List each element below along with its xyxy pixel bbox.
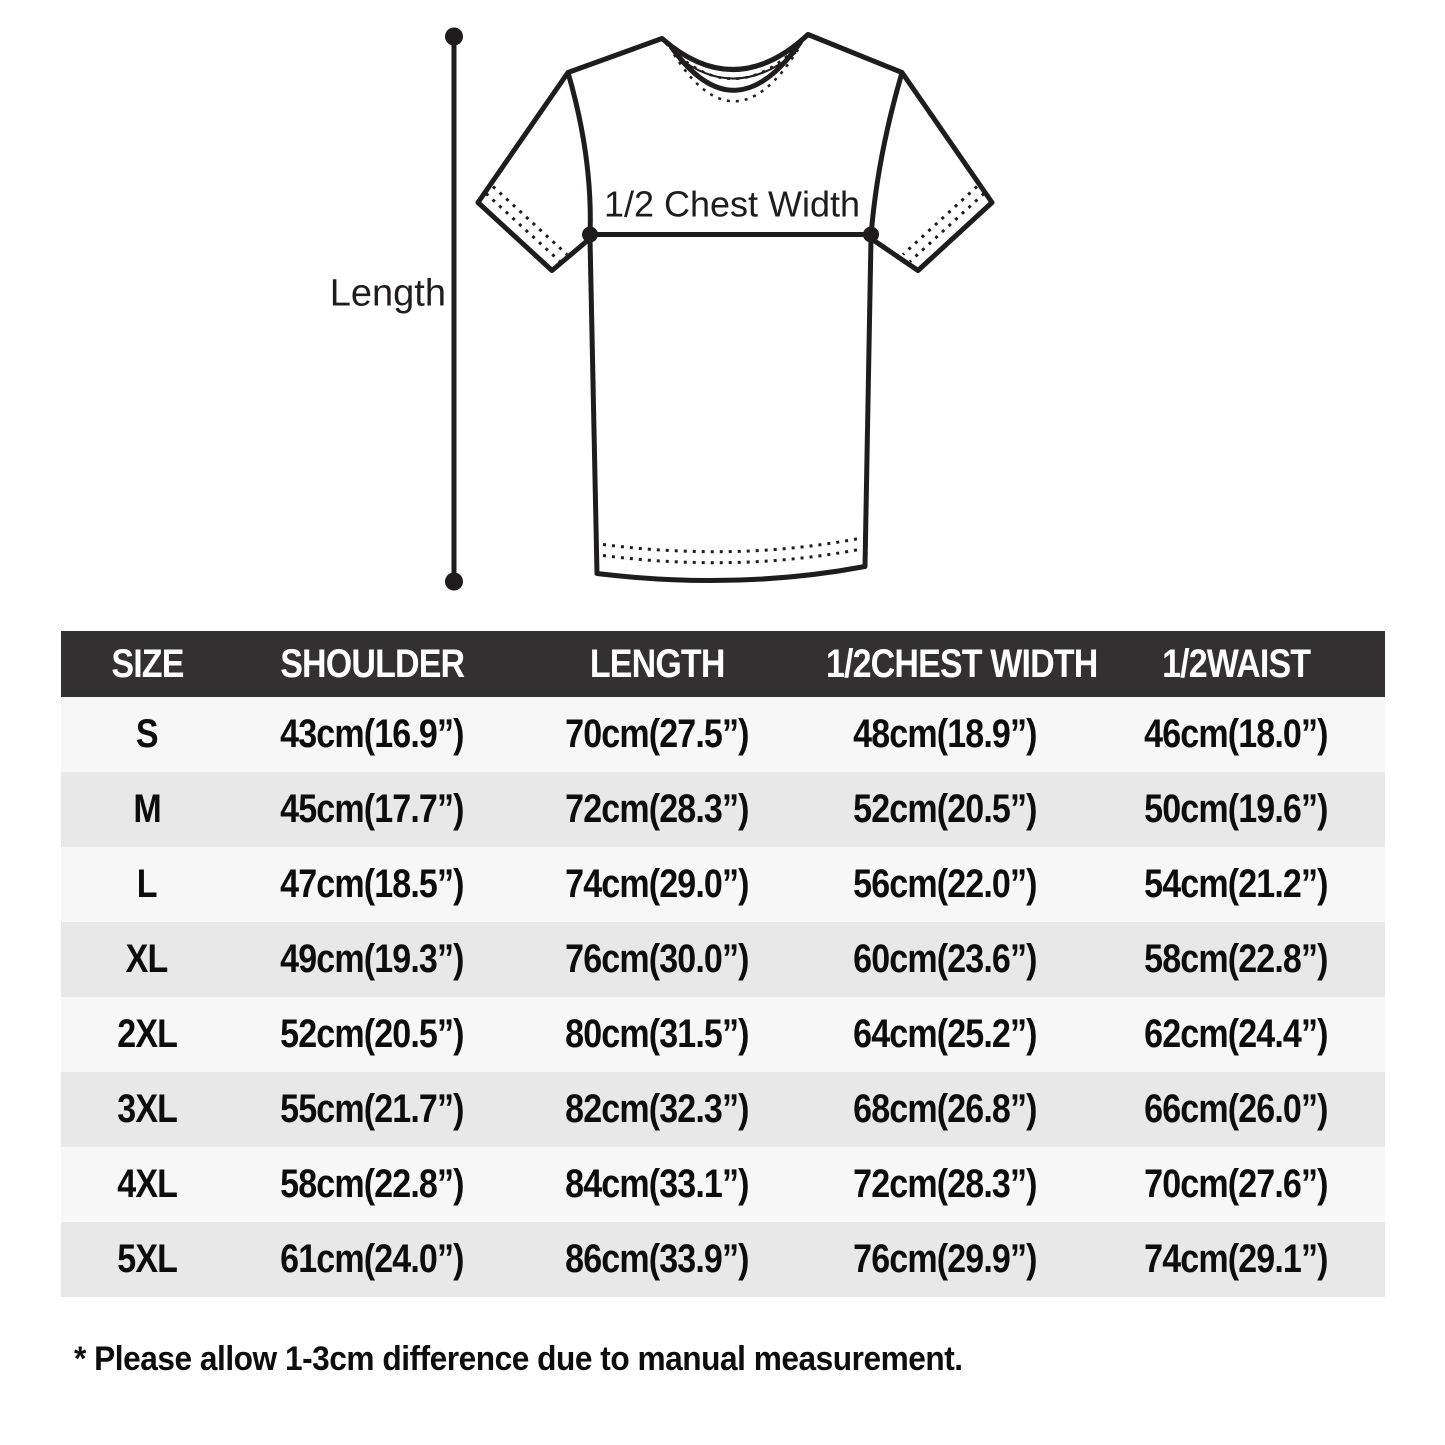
length-value: 80cm(31.5”) (565, 1012, 749, 1056)
length-value: 74cm(29.0”) (565, 862, 749, 906)
header-size-label: SIZE (110, 641, 184, 686)
waist-value: 54cm(21.2”) (1144, 862, 1328, 906)
header-chest-width-label: 1/2CHEST WIDTH (826, 641, 1098, 686)
waist-value: 46cm(18.0”) (1144, 712, 1328, 756)
tshirt-diagram-svg (300, 8, 1050, 613)
waist-value: 62cm(24.4”) (1144, 1012, 1328, 1056)
size-chart-header (61, 631, 1385, 697)
chest-value: 52cm(20.5”) (853, 787, 1037, 831)
chest-value: 56cm(22.0”) (853, 862, 1037, 906)
waist-value: 70cm(27.6”) (1144, 1162, 1328, 1206)
header-waist-label: 1/2WAIST (1161, 641, 1311, 686)
length-value: 72cm(28.3”) (565, 787, 749, 831)
table-row-s (61, 697, 1385, 772)
shoulder-value: 47cm(18.5”) (280, 862, 464, 906)
length-value: 70cm(27.5”) (565, 712, 749, 756)
measurement-disclaimer: * Please allow 1-3cm difference due to manual measurement. (74, 1340, 963, 1378)
shoulder-value: 61cm(24.0”) (280, 1237, 464, 1281)
chest-value: 60cm(23.6”) (853, 937, 1037, 981)
shoulder-value: 43cm(16.9”) (280, 712, 464, 756)
size-value: L (137, 862, 158, 906)
length-value: 76cm(30.0”) (565, 937, 749, 981)
table-row-4xl (61, 1147, 1385, 1222)
header-length (511, 631, 802, 697)
size-value: 5XL (117, 1237, 177, 1281)
waist-value: 74cm(29.1”) (1144, 1237, 1328, 1281)
chest-line-right-dot (863, 227, 879, 243)
table-row-3xl (61, 1072, 1385, 1147)
length-label: Length (329, 272, 446, 315)
table-row-2xl (61, 997, 1385, 1072)
chest-value: 72cm(28.3”) (853, 1162, 1037, 1206)
size-value: 3XL (117, 1087, 177, 1131)
tshirt-measurement-diagram (300, 8, 1050, 613)
chest-value: 68cm(26.8”) (853, 1087, 1037, 1131)
waist-value: 58cm(22.8”) (1144, 937, 1328, 981)
length-line-top-dot (445, 28, 463, 46)
table-row-l (61, 847, 1385, 922)
header-shoulder (233, 631, 511, 697)
header-row (61, 631, 1385, 697)
chest-value: 64cm(25.2”) (853, 1012, 1037, 1056)
table-row-xl (61, 922, 1385, 997)
table-row-m (61, 772, 1385, 847)
shoulder-value: 45cm(17.7”) (280, 787, 464, 831)
chest-measure-line (582, 184, 879, 243)
size-value: 4XL (117, 1162, 177, 1206)
table-row-5xl (61, 1222, 1385, 1297)
chest-value: 76cm(29.9”) (853, 1237, 1037, 1281)
shoulder-value: 55cm(21.7”) (280, 1087, 464, 1131)
tshirt-outline (478, 35, 992, 581)
header-shoulder-label: SHOULDER (280, 641, 465, 686)
size-value: 2XL (117, 1012, 177, 1056)
shoulder-value: 52cm(20.5”) (280, 1012, 464, 1056)
size-value: M (133, 787, 161, 831)
header-waist (1087, 631, 1385, 697)
size-value: XL (126, 937, 168, 981)
waist-value: 66cm(26.0”) (1144, 1087, 1328, 1131)
waist-value: 50cm(19.6”) (1144, 787, 1328, 831)
shoulder-value: 49cm(19.3”) (280, 937, 464, 981)
shoulder-value: 58cm(22.8”) (280, 1162, 464, 1206)
header-length-label: LENGTH (589, 641, 725, 686)
length-value: 86cm(33.9”) (565, 1237, 749, 1281)
size-value: S (136, 712, 158, 756)
header-size (61, 631, 233, 697)
length-measure-line (330, 28, 463, 591)
size-chart-table (61, 631, 1385, 1297)
length-value: 84cm(33.1”) (565, 1162, 749, 1206)
length-line-bottom-dot (445, 573, 463, 591)
chest-line-left-dot (582, 227, 598, 243)
length-value: 82cm(32.3”) (565, 1087, 749, 1131)
chest-width-label: 1/2 Chest Width (603, 183, 861, 225)
chest-value: 48cm(18.9”) (853, 712, 1037, 756)
header-chest-width (802, 631, 1098, 697)
